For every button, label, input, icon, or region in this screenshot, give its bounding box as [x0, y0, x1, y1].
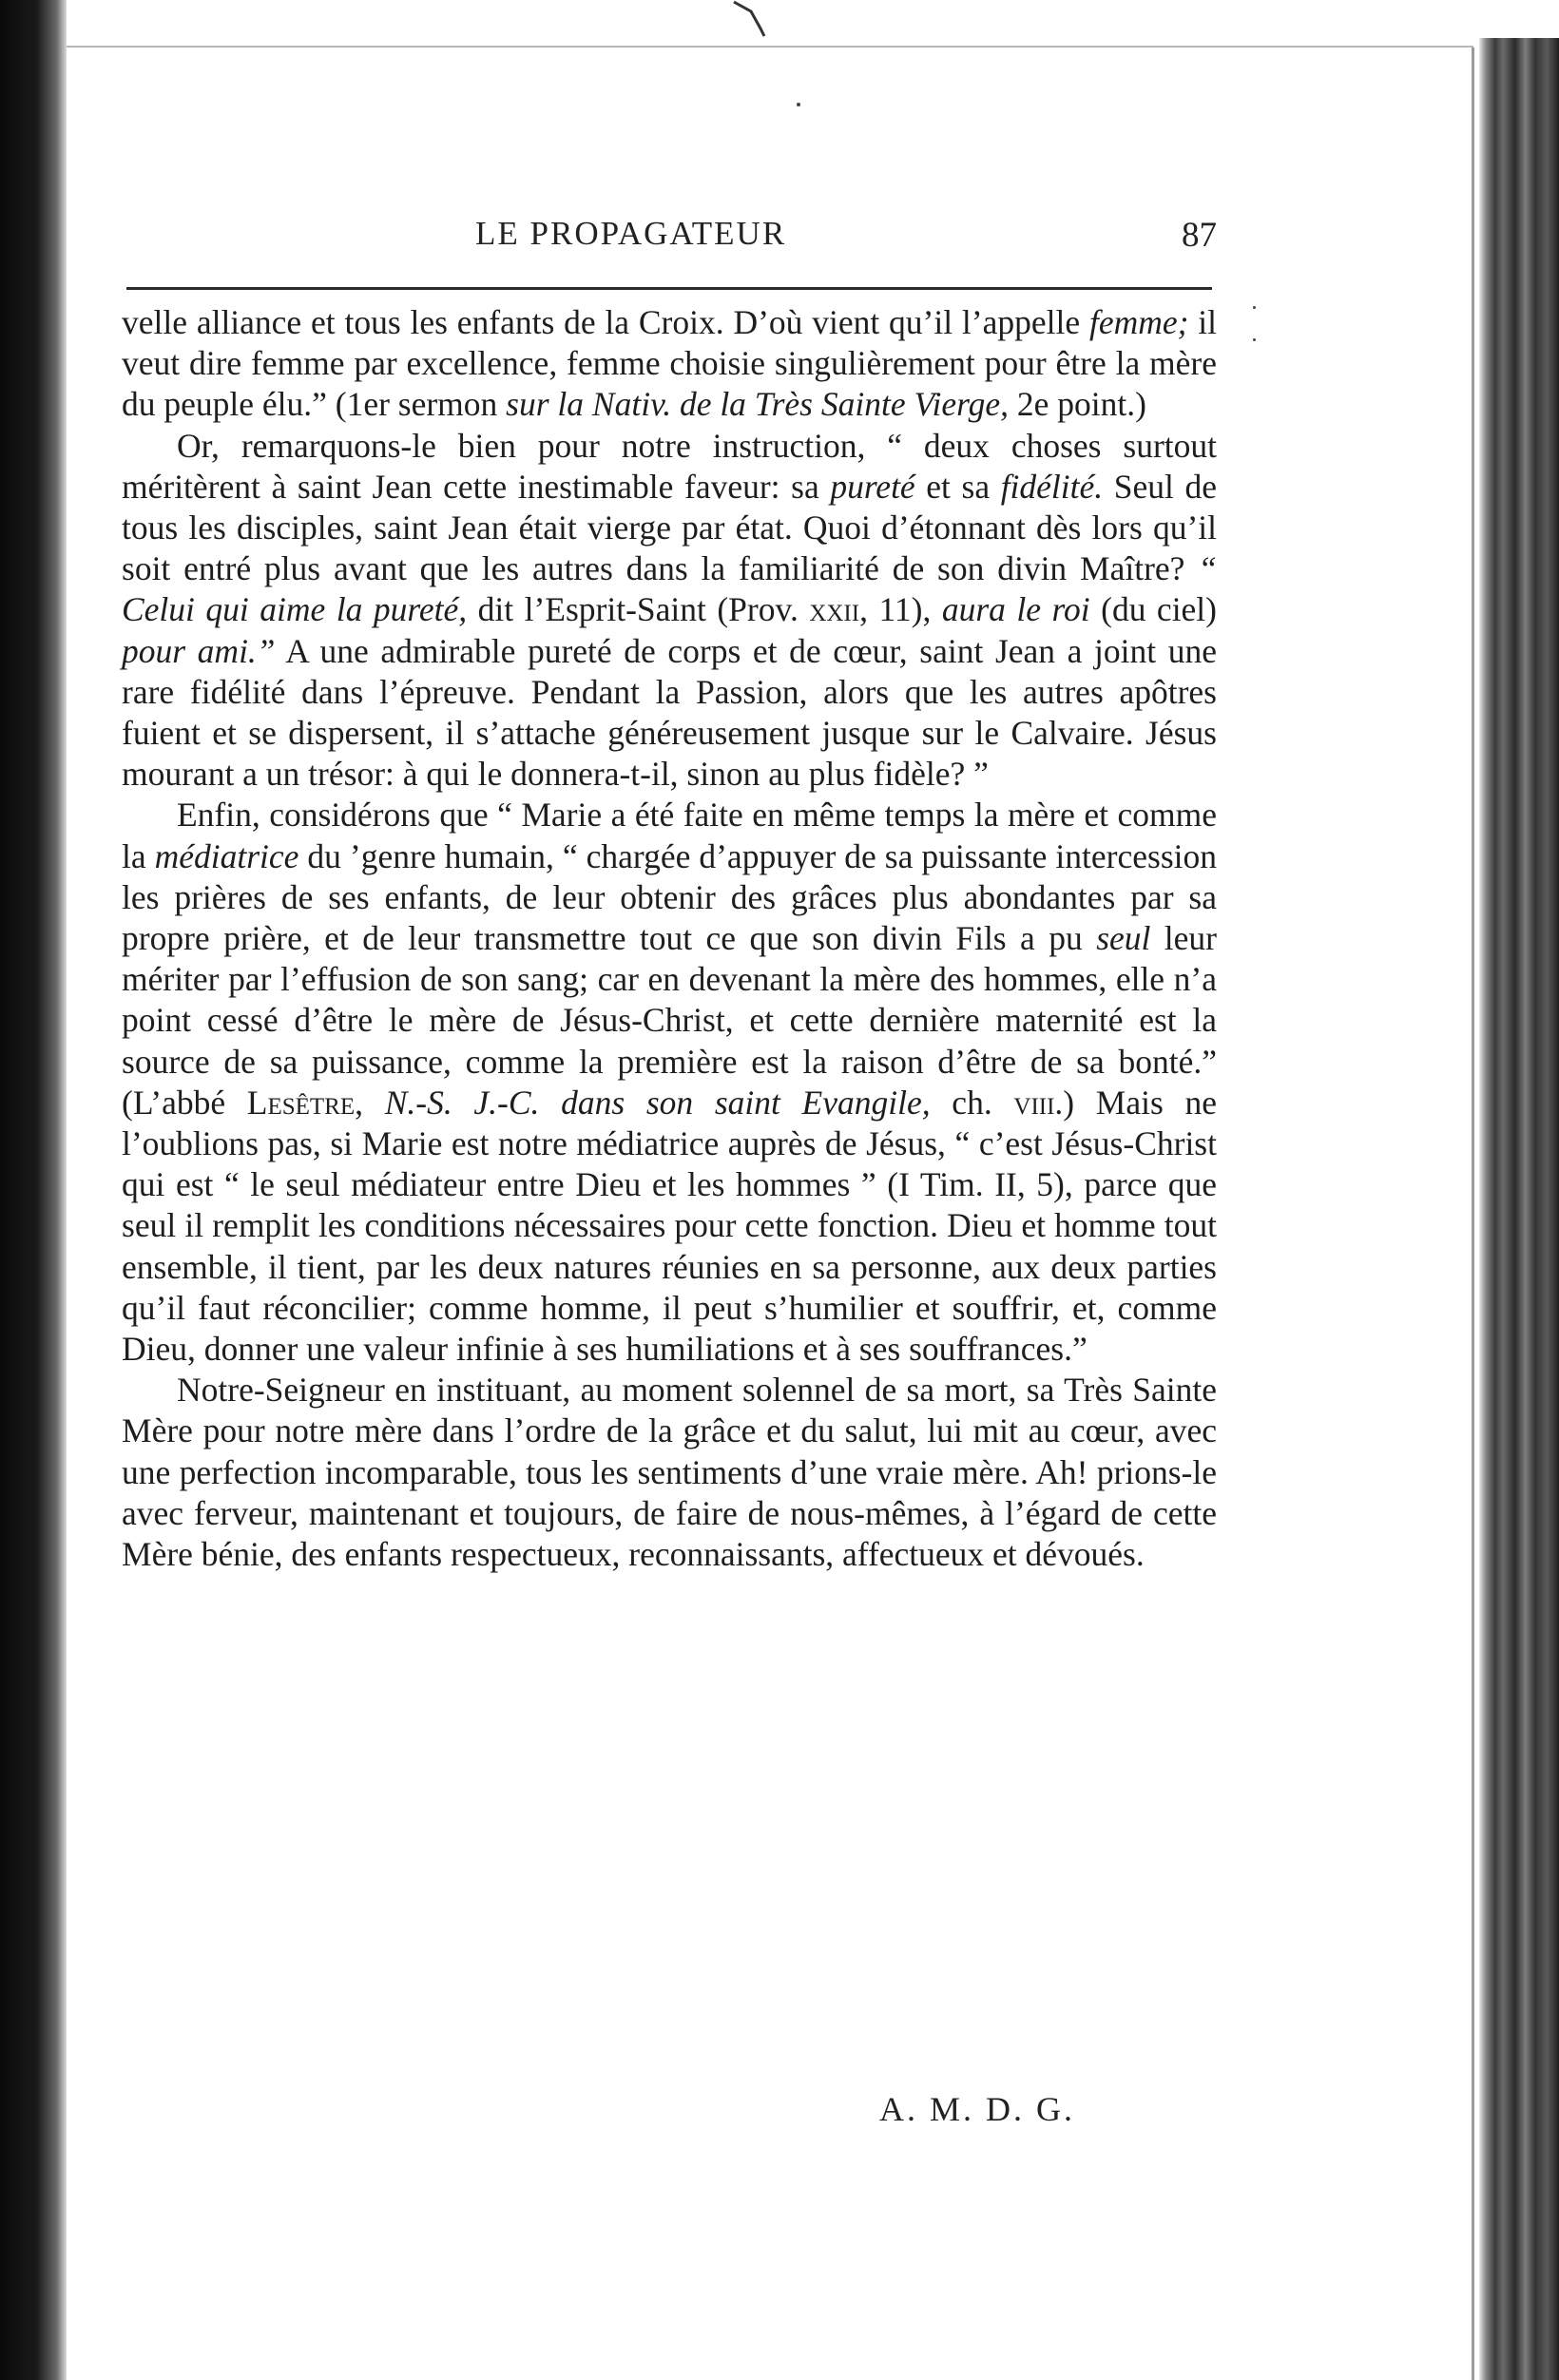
text-run: .) Mais ne l’oublions pas, si Marie est notre médiatrice auprès de Jésus, “ c’est Jésus-Christ qui est “ le seul médiateur entre Dieu et les hommes ” (I Tim. II, 5), parce que seul il remplit les conditions nécessaires pour cette fonction. Dieu et homme tout ensemble, il tient, par les deux natures réunies en sa personne, aux deux parties qu’il faut réconcilier; comme homme, il peut s’humilier et souffrir, et, comme Dieu, donner une valeur infinie à ses humiliations et à ses souffrances.” [122, 1083, 1217, 1369]
italic-run: aura le roi [941, 590, 1090, 629]
text-run: , 11), [859, 590, 942, 629]
small-caps-run: Lesêtre [246, 1083, 356, 1122]
paragraph-4 [122, 1370, 1217, 1575]
page-right-edge [1472, 48, 1474, 2380]
text-run: Or, remarquons-le bien pour notre instruction, “ deux choses surtout méritèrent à saint Jean cette inestimable faveur: sa [122, 426, 1217, 506]
italic-run: seul [1096, 919, 1151, 958]
text-run: Seul de tous les disciples, saint Jean était vierge par état. Quoi d’étonnant dès lors qu’il soit entré plus avant que les autres dans la familiarité de son divin Maître? [122, 467, 1217, 588]
italic-run: N.-S. J.-C. dans son saint Evangile, [384, 1083, 931, 1122]
speck [797, 103, 800, 106]
scan-right-book-edge [1479, 38, 1559, 2380]
text-run: A une admirable pureté de corps et de cœur, saint Jean a joint une rare fidélité dans l’épreuve. Pendant la Passion, alors que les autres apôtres fuient et se dispersent, il s’attache généreusement jusque sur le Calvaire. Jésus mourant a un trésor: à qui le donnera-t-il, sinon au plus fidèle? ” [122, 631, 1218, 794]
text-run: Enfin, considérons que “ Marie a été faite en même temps la mère et comme la [122, 796, 1217, 875]
text-run: (du ciel) [1089, 590, 1217, 629]
speck [1253, 306, 1256, 309]
page-top-edge [67, 46, 1473, 48]
text-run: et sa [914, 467, 1001, 506]
text-run: Notre-Seigneur en instituant, au moment solennel de sa mort, sa Très Sainte Mère pour notre mère dans l’ordre de la grâce et du salut, lui mit au cœur, avec une perfection incomparable, tous les sentiments d’une vraie mère. Ah! prions-le avec ferveur, maintenant et toujours, de faire de nous-mêmes, à l’égard de cette Mère bénie, des enfants respectueux, reconnaissants, affectueux et dévoués. [122, 1371, 1217, 1574]
italic-run: femme; [1088, 303, 1189, 341]
text-run: ch. [930, 1083, 1014, 1122]
signature: A. M. D. G. [879, 2090, 1076, 2128]
speck [1253, 338, 1256, 341]
text-run: dit l’Esprit-Saint (Prov. [467, 590, 810, 629]
running-title: LE PROPAGATEUR [475, 215, 787, 252]
small-caps-run: xxii [809, 590, 860, 629]
header-rule [126, 287, 1212, 290]
top-crease-mark [732, 0, 789, 38]
italic-run: fidélité. [1000, 467, 1104, 506]
italic-run: pour ami.” [122, 631, 276, 670]
page-header [124, 211, 1217, 268]
italic-run: sur la Nativ. de la Très Sainte Vierge, [506, 385, 1010, 424]
text-run: il veut dire femme par excellence, femme choisie singulièrement pour être la mère du peuple élu.” (1er sermon [122, 303, 1217, 424]
body-text [122, 302, 1217, 1575]
italic-run: pureté [830, 467, 915, 506]
text-run: , [355, 1083, 385, 1122]
italic-run: médiatrice [154, 836, 299, 875]
paragraph-2 [122, 426, 1217, 796]
text-run: velle alliance et tous les enfants de la Croix. D’où vient qu’il l’appelle [122, 303, 1089, 341]
text-run: leur mériter par l’effusion de son sang; car en devenant la mère des hommes, elle n’a point cessé d’être le mère de Jésus-Christ, et cette dernière maternité est la source de sa puissance, comme la première est la raison d’être de sa bonté.” (L’abbé [122, 919, 1217, 1122]
text-run: du ’genre humain, “ chargée d’appuyer de sa puissante intercession les prières de ses enfants, de leur obtenir des grâces plus abondantes par sa propre prière, et de leur transmettre tout ce que son divin Fils a pu [122, 836, 1217, 958]
page-number: 87 [1182, 216, 1217, 255]
paragraph-1 [122, 302, 1217, 426]
paragraph-3 [122, 795, 1217, 1370]
text-run: 2e point.) [1009, 385, 1146, 424]
italic-run: “ Celui qui aime la pureté, [122, 549, 1217, 629]
small-caps-run: viii [1013, 1083, 1055, 1122]
scan-left-edge [0, 0, 67, 2380]
